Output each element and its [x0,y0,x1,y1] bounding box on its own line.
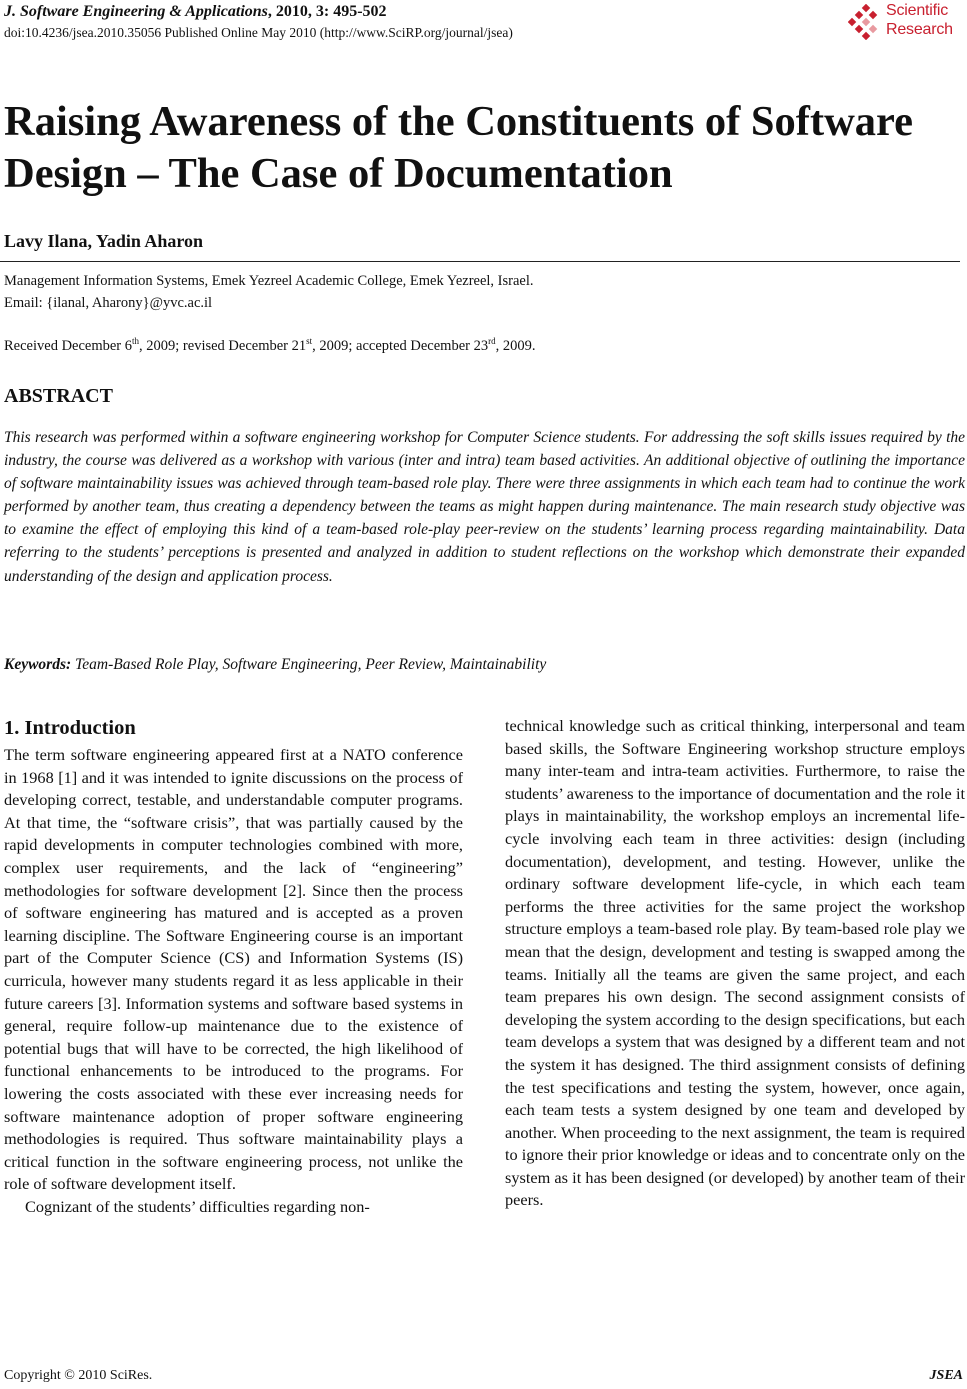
intro-paragraph-2-continued: technical knowledge such as critical thinking, interpersonal and team based skills, the Software Engineering workshop structure employs many inter-team and intra-team activities. Furthermore, to raise the students’ awareness to the importance of documentation and the role it plays in maintainability, the workshop employs an incremental life-cycle involving each team in three activities: design (including documentation), development, and testing. However, unlike the ordinary software development life-cycle, in which each team performs the three activities for the same project the workshop structure employs a team-based role play. By team-based role play we mean that the design, development and testing is swapped among the teams. Initially all the teams are given the same project, and each team prepares his own design. The second assignment consists of developing the system according to the design specifications, but each team develops a system that was designed by a different team and not the system it has designed. The third assignment consists of defining the test specifications and testing the system, however, once again, each team tests a system designed by one team and developed by another. When proceeding to the next assignment, the team is required to ignore their prior knowledge or ideas and to concentrate only on the system as it has been designed (or developed) by another team of their peers. [505,716,965,1210]
journal-abbreviation: JSEA [929,1368,963,1383]
logo-diamond-icon [848,4,884,40]
paper-title: Raising Awareness of the Constituents of Software Design – The Case of Documentation [4,98,914,197]
logo-text-line1: Scientific [886,2,949,19]
journal-name: J. Software Engineering & Applications [4,3,268,20]
intro-paragraph-1: The term software engineering appeared first at a NATO conference in 1968 [1] and it was intended to ignite discussions on the process of developing correct, testable, and understandable computer programs. At that time, the “software crisis”, that was partially caused by the rapid developments in computer technologies combined with more, complex user requirements, and the lack of “engineering” methodologies for software development [2]. Since then the process of software engineering has matured and is accepted as a proven learning discipline. The Software Engineering course is an important part of the Computer Science (CS) and Information Systems (IS) curricula, however many students regard it as less applicable in their future careers [3]. Information systems and software based systems in general, require follow-up maintenance due to the existence of potential bugs that will have to be corrected, the high likelihood of functional enhancements to be introduced to the programs. For lowering the costs associated with these ever increasing needs for software maintenance adoption of proper software engineering methodologies is required. Thus software maintainability plays a critical function in the software engineering process, not unlike the role of software development itself. [4,745,463,1194]
copyright: Copyright © 2010 SciRes. [4,1368,153,1383]
journal-header [4,3,387,21]
email: Email: {ilanal, Aharony}@yvc.ac.il [4,295,213,311]
received-part2: , 2009; revised December 21 [139,337,307,354]
authors: Lavy Ilana, Yadin Aharon [4,231,204,251]
keywords-label: Keywords [4,656,66,673]
received-part3: , 2009; accepted December 23 [312,337,489,354]
intro-heading: 1. Introduction [4,717,136,739]
received-part1: Received December 6 [4,337,133,354]
intro-paragraph-2: Cognizant of the students’ difficulties regarding non- [25,1196,370,1216]
received-sup1: th [132,336,140,346]
doi-line: doi:10.4236/jsea.2010.35056 Published Online May 2010 (http://www.SciRP.org/journal/jsea) [4,25,513,40]
received-part4: , 2009. [495,337,536,354]
abstract-heading: ABSTRACT [4,385,113,407]
header-divider [0,261,960,262]
left-column [4,715,463,1218]
publisher-logo [848,2,966,42]
keywords-colon: : [66,656,76,673]
affiliation: Management Information Systems, Emek Yezreel Academic College, Emek Yezreel, Israel. [4,273,534,289]
abstract-text: This research was performed within a software engineering workshop for Computer Science students. For addressing the soft skills issues required by the industry, the course was delivered as a workshop with various (inter and intra) team based activities. An additional objective of outlining the importance of software maintainability issues was achieved through team-based role play. There were three assignments in which each team had to continue the work performed by another team, thus creating a dependency between the teams as might happen during maintenance. The main research study objective was to examine the effect of employing this kind of a team-based role-play peer-review on the students’ learning process regarding maintainability. Data referring to the students’ perceptions is presented and analyzed in addition to student reflections on the workshop which demonstrate their expanded understanding of the design and application process. [4,429,965,585]
logo-text-line2: Research [886,21,953,38]
received-sup2: st [306,336,313,346]
journal-issue: , 2010, 3: 495-502 [267,3,387,20]
received-dates [4,336,535,355]
keywords [4,656,546,674]
right-column [505,715,965,1212]
received-sup3: rd [488,336,496,346]
keywords-values: Team-Based Role Play, Software Engineering, Peer Review, Maintainability [75,656,547,673]
